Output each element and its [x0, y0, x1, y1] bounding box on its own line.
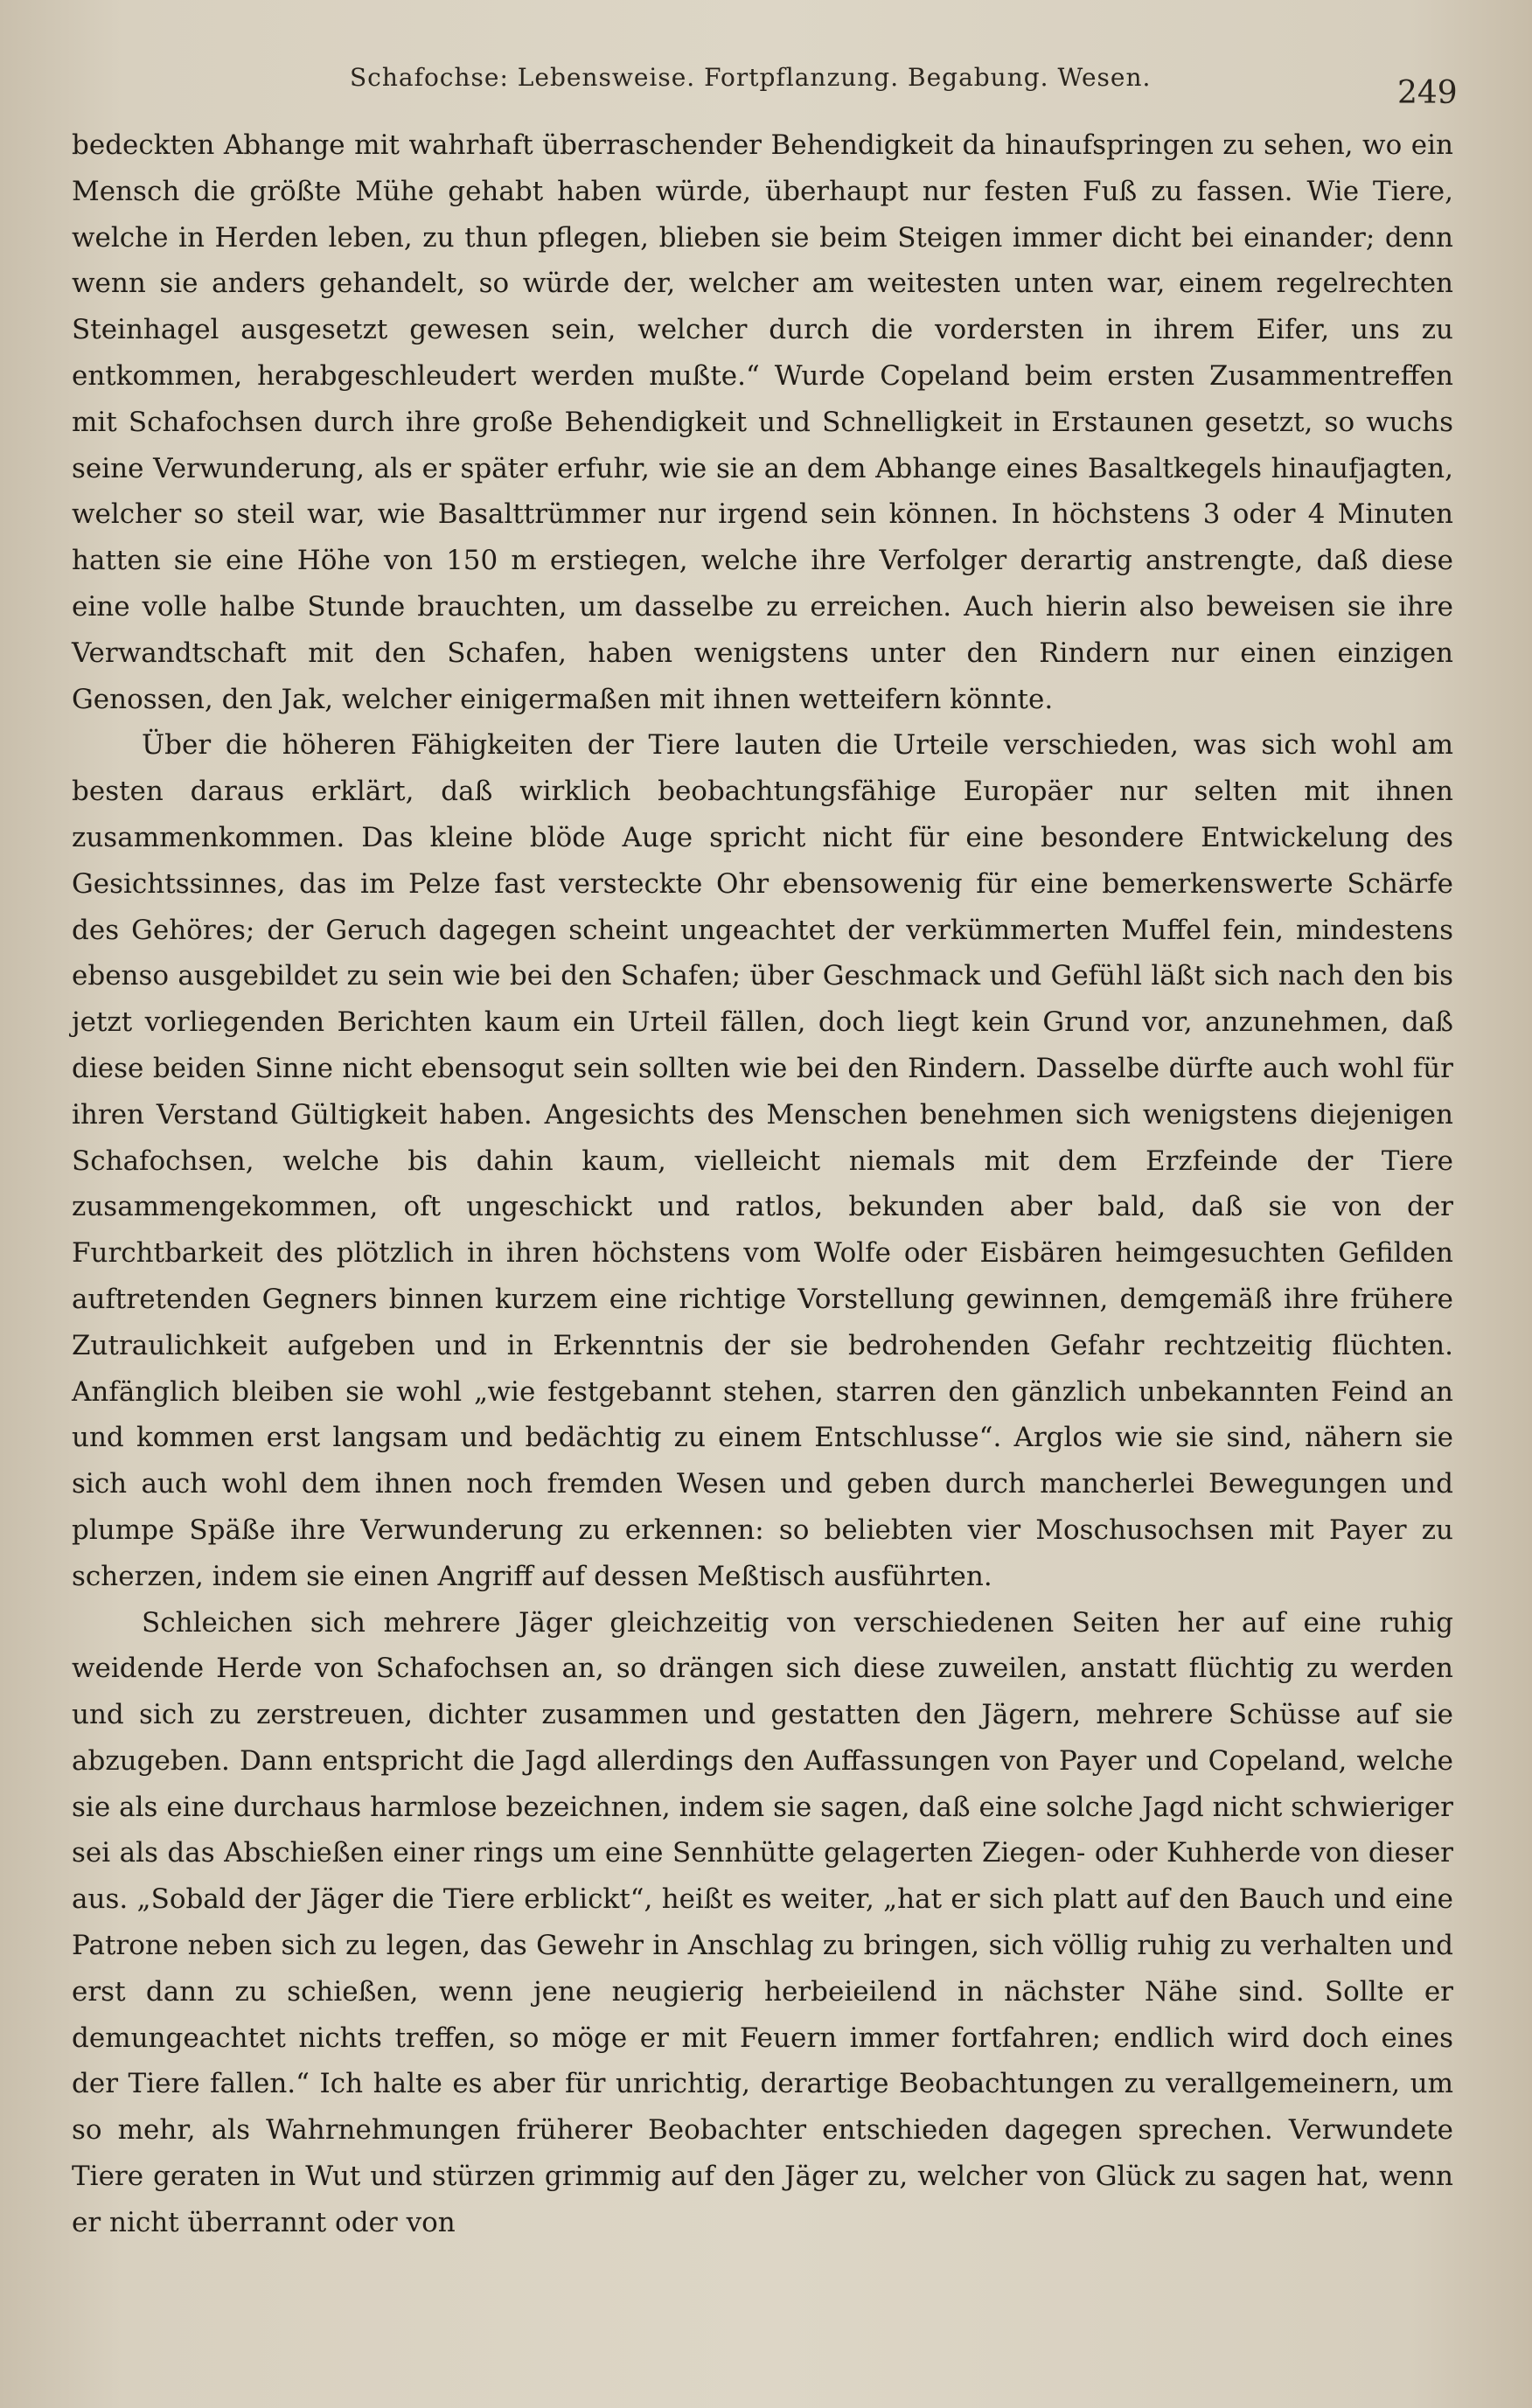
page-number: 249	[1397, 75, 1458, 111]
paragraph-1: bedeckten Abhange mit wahrhaft überraschender Behendigkeit da hinaufspringen zu sehen, wo ein Mensch die größte Mühe gehabt haben würde, überhaupt nur festen Fuß zu fassen. Wie Tiere, welche in Herden leben, zu thun pflegen, blieben sie beim Steigen immer dicht bei einander; denn wenn sie anders gehandelt, so würde der, welcher am weitesten unten war, einem regelrechten Steinhagel ausgesetzt gewesen sein, welcher durch die vordersten in ihrem Eifer, uns zu entkommen, herabgeschleudert werden mußte.“ Wurde Copeland beim ersten Zusammentreffen mit Schafochsen durch ihre große Behendigkeit und Schnelligkeit in Erstaunen gesetzt, so wuchs seine Verwunderung, als er später erfuhr, wie sie an dem Abhange eines Basaltkegels hinaufjagten, welcher so steil war, wie Basalttrümmer nur irgend sein können. In höchstens 3 oder 4 Minuten hatten sie eine Höhe von 150 m erstiegen, welche ihre Verfolger derartig anstrengte, daß diese eine volle halbe Stunde brauchten, um dasselbe zu erreichen. Auch hierin also beweisen sie ihre Verwandtschaft mit den Schafen, haben wenigstens unter den Rindern nur einen einzigen Genossen, den Jak, welcher einigermaßen mit ihnen wetteifern könnte.	[72, 129, 1453, 715]
paragraph-3: Schleichen sich mehrere Jäger gleichzeitig von verschiedenen Seiten her auf eine ruhig weidende Herde von Schafochsen an, so drängen sich diese zuweilen, anstatt flüchtig zu werden und sich zu zerstreuen, dichter zusammen und gestatten den Jägern, mehrere Schüsse auf sie abzugeben. Dann entspricht die Jagd allerdings den Auffassungen von Payer und Copeland, welche sie als eine durchaus harmlose bezeichnen, indem sie sagen, daß eine solche Jagd nicht schwieriger sei als das Abschießen einer rings um eine Sennhütte gelagerten Ziegen- oder Kuhherde von dieser aus. „Sobald der Jäger die Tiere erblickt“, heißt es weiter, „hat er sich platt auf den Bauch und eine Patrone neben sich zu legen, das Gewehr in Anschlag zu bringen, sich völlig ruhig zu verhalten und erst dann zu schießen, wenn jene neugierig herbeieilend in nächster Nähe sind. Sollte er demungeachtet nichts treffen, so möge er mit Feuern immer fortfahren; endlich wird doch eines der Tiere fallen.“ Ich halte es aber für unrichtig, derartige Beobachtungen zu verallgemeinern, um so mehr, als Wahrnehmungen früherer Beobachter entschieden dagegen sprechen. Verwundete Tiere geraten in Wut und stürzen grimmig auf den Jäger zu, welcher von Glück zu sagen hat, wenn er nicht überrannt oder von	[72, 1606, 1453, 2238]
body-text	[72, 122, 1453, 2246]
running-title: Schafochse: Lebensweise. Fortpflanzung. Begabung. Wesen.	[350, 63, 1152, 92]
paragraph-2: Über die höheren Fähigkeiten der Tiere lauten die Urteile verschieden, was sich wohl am besten daraus erklärt, daß wirklich beobachtungsfähige Europäer nur selten mit ihnen zusammenkommen. Das kleine blöde Auge spricht nicht für eine besondere Entwickelung des Gesichtssinnes, das im Pelze fast versteckte Ohr ebensowenig für eine bemerkenswerte Schärfe des Gehöres; der Geruch dagegen scheint ungeachtet der verkümmerten Muffel fein, mindestens ebenso ausgebildet zu sein wie bei den Schafen; über Geschmack und Gefühl läßt sich nach den bis jetzt vorliegenden Berichten kaum ein Urteil fällen, doch liegt kein Grund vor, anzunehmen, daß diese beiden Sinne nicht ebensogut sein sollten wie bei den Rindern. Dasselbe dürfte auch wohl für ihren Verstand Gültigkeit haben. Angesichts des Menschen benehmen sich wenigstens diejenigen Schafochsen, welche bis dahin kaum, vielleicht niemals mit dem Erzfeinde der Tiere zusammengekommen, oft ungeschickt und ratlos, bekunden aber bald, daß sie von der Furchtbarkeit des plötzlich in ihren höchstens vom Wolfe oder Eisbären heimgesuchten Gefilden auftretenden Gegners binnen kurzem eine richtige Vorstellung gewinnen, demgemäß ihre frühere Zutraulichkeit aufgeben und in Erkenntnis der sie bedrohenden Gefahr rechtzeitig flüchten. Anfänglich bleiben sie wohl „wie festgebannt stehen, starren den gänzlich unbekannten Feind an und kommen erst langsam und bedächtig zu einem Entschlusse“. Arglos wie sie sind, nähern sie sich auch wohl dem ihnen noch fremden Wesen und geben durch mancherlei Bewegungen und plumpe Späße ihre Verwunderung zu erkennen: so beliebten vier Moschusochsen mit Payer zu scherzen, indem sie einen Angriff auf dessen Meßtisch ausführten.	[72, 729, 1453, 1592]
